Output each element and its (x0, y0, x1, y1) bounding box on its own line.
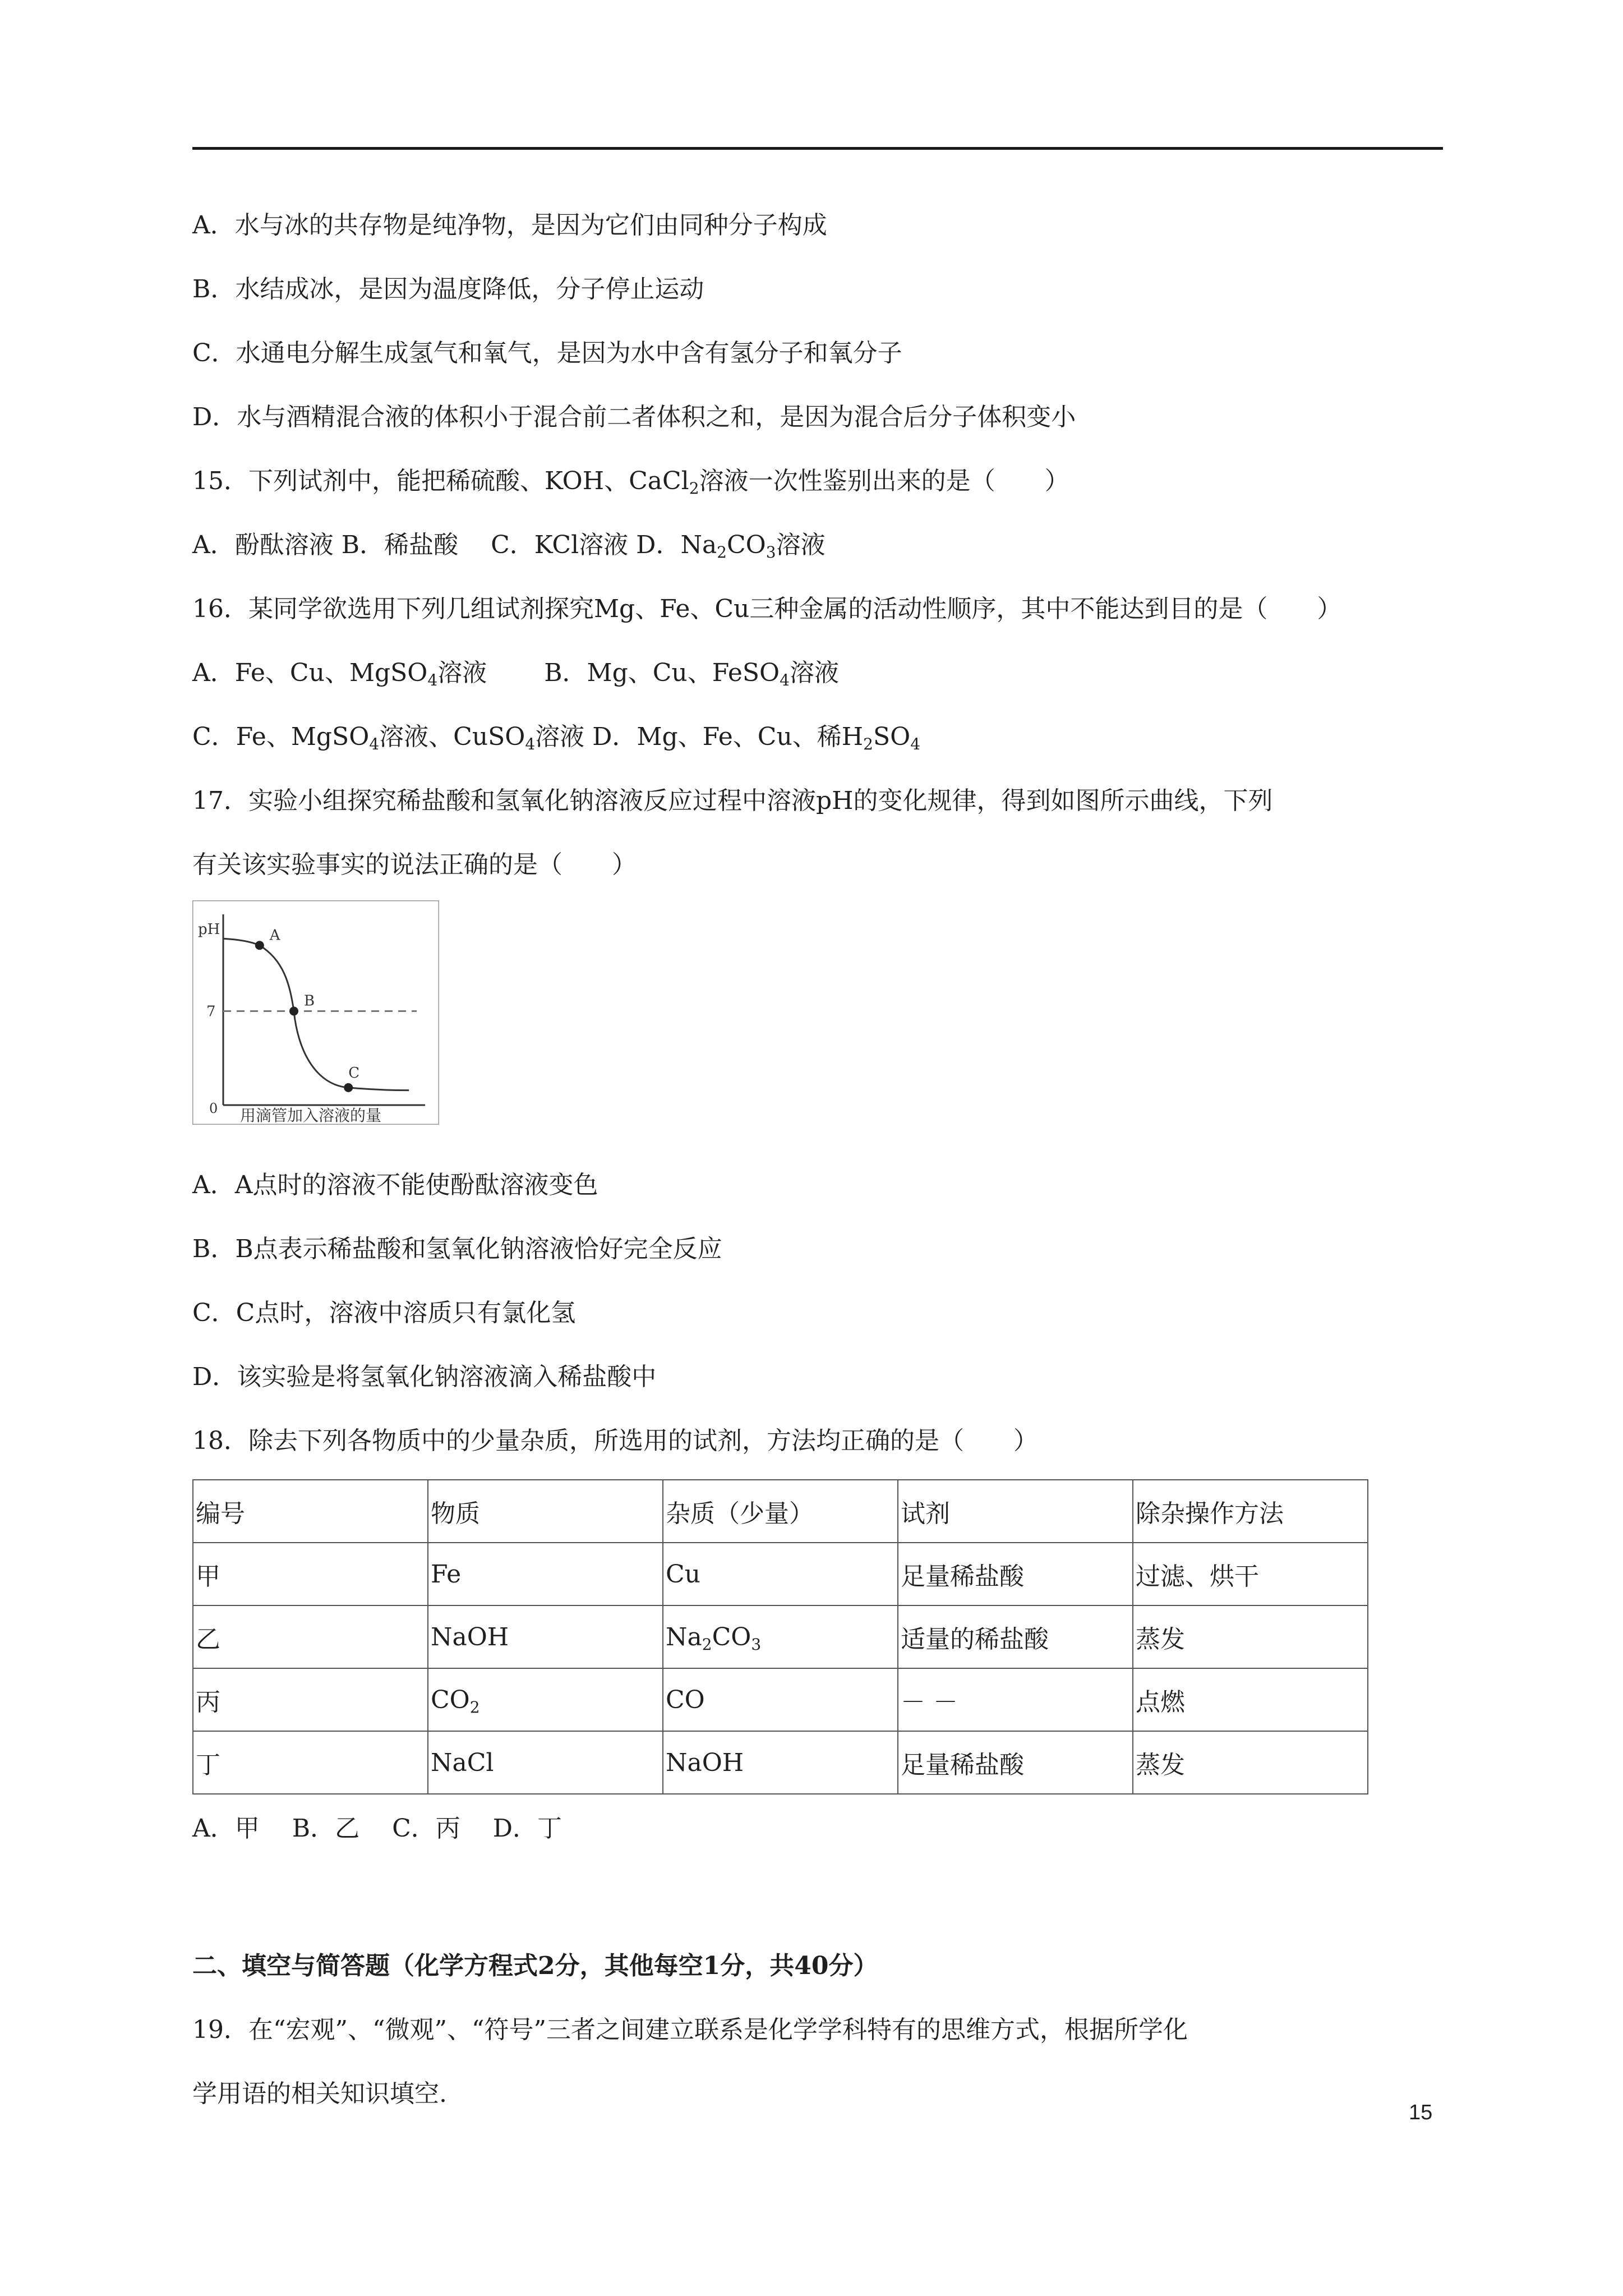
table-cell: 适量的稀盐酸 (898, 1605, 1133, 1668)
page-number: 15 (1409, 2101, 1433, 2124)
q17-option-d: D．该实验是将氢氧化钠溶液滴入稀盐酸中 (192, 1363, 657, 1391)
table-cell: 足量稀盐酸 (898, 1731, 1133, 1794)
table-header-row (193, 1480, 1368, 1543)
table-cell: $Na_2CO_3$ (663, 1605, 898, 1668)
q18-options: A．甲 B．乙 C．丙 D．丁 (192, 1814, 562, 1843)
table-cell: Fe (428, 1543, 663, 1605)
table-cell: NaOH (428, 1605, 663, 1668)
q17-stem-line2: 有关该实验事实的说法正确的是（ ） (192, 850, 637, 879)
section-2-heading: 二、填空与简答题（化学方程式2分，其他每空1分，共40分） (192, 1952, 878, 1980)
table-cell: － － (898, 1668, 1133, 1731)
point-label-c: C (348, 1064, 360, 1082)
table-row (193, 1543, 1368, 1605)
table-cell: 足量稀盐酸 (898, 1543, 1133, 1605)
ph-curve-chart (192, 900, 439, 1125)
q14-option-b: B．水结成冰，是因为温度降低，分子停止运动 (192, 275, 704, 303)
ph-curve (223, 938, 409, 1090)
q14-option-c: C．水通电分解生成氢气和氧气，是因为水中含有氢分子和氧分子 (192, 339, 902, 367)
table-cell: 蒸发 (1133, 1731, 1368, 1794)
table-header-cell: 物质 (428, 1480, 663, 1543)
data-point-b (289, 1007, 298, 1016)
table-cell: $CO_2$ (428, 1668, 663, 1731)
q17-option-a: A．A点时的溶液不能使酚酞溶液变色 (192, 1171, 598, 1199)
point-label-b: B (304, 992, 315, 1010)
table-header-cell: 试剂 (898, 1480, 1133, 1543)
q17-option-c: C．C点时，溶液中溶质只有氯化氢 (192, 1299, 576, 1327)
table-cell: NaOH (663, 1731, 898, 1794)
table-row (193, 1731, 1368, 1794)
table-row (193, 1605, 1368, 1668)
table-header-cell: 除杂操作方法 (1133, 1480, 1368, 1543)
table-cell: 甲 (193, 1543, 428, 1605)
table-cell: NaCl (428, 1731, 663, 1794)
header-rule (192, 147, 1443, 150)
table-row (193, 1668, 1368, 1731)
q15-stem: 15．下列试剂中，能把稀硫酸、KOH、CaCl$_2$溶液一次性鉴别出来的是（ ） (192, 467, 1069, 498)
point-label-a: A (269, 927, 280, 944)
q19-stem-line1: 19．在“宏观”、“微观”、“符号”三者之间建立联系是化学学科特有的思维方式，根据所学化 (192, 2016, 1188, 2044)
table-cell: 点燃 (1133, 1668, 1368, 1731)
q14-option-d: D．水与酒精混合液的体积小于混合前二者体积之和，是因为混合后分子体积变小 (192, 403, 1076, 431)
q17-stem-line1: 17．实验小组探究稀盐酸和氢氧化钠溶液反应过程中溶液pH的变化规律，得到如图所示曲线，下列 (192, 786, 1273, 815)
q16-stem: 16．某同学欲选用下列几组试剂探究Mg、Fe、Cu三种金属的活动性顺序，其中不能达到目的是（ ） (192, 595, 1342, 623)
q16-options-cd: C．Fe、MgSO$_4$溶液、CuSO$_4$溶液 D．Mg、Fe、Cu、稀$H_2SO_4$ (192, 723, 921, 753)
x-axis-label: 用滴管加入溶液的量 (240, 1106, 382, 1125)
table-cell: 丙 (193, 1668, 428, 1731)
q18-stem: 18．除去下列各物质中的少量杂质，所选用的试剂，方法均正确的是（ ） (192, 1427, 1038, 1455)
data-point-c (344, 1083, 353, 1092)
q19-stem-line2: 学用语的相关知识填空. (192, 2079, 447, 2108)
table-cell: CO (663, 1668, 898, 1731)
data-point-a (255, 941, 264, 950)
origin-label: 0 (209, 1101, 218, 1116)
y-axis-label: pH (198, 921, 220, 938)
y-tick-label: 7 (206, 1003, 216, 1020)
table-cell: 过滤、烘干 (1133, 1543, 1368, 1605)
table-cell: Cu (663, 1543, 898, 1605)
q16-options-ab: A．Fe、Cu、MgSO$_4$溶液 B．Mg、Cu、FeSO$_4$溶液 (192, 659, 839, 689)
table-cell: 蒸发 (1133, 1605, 1368, 1668)
table-cell: 丁 (193, 1731, 428, 1794)
table-header-cell: 杂质（少量） (663, 1480, 898, 1543)
q15-options: A．酚酞溶液 B．稀盐酸 C．KCl溶液 D．$Na_2CO_3$溶液 (192, 531, 826, 562)
q14-option-a: A．水与冰的共存物是纯净物，是因为它们由同种分子构成 (192, 211, 827, 240)
table-cell: 乙 (193, 1605, 428, 1668)
q17-option-b: B．B点表示稀盐酸和氢氧化钠溶液恰好完全反应 (192, 1235, 722, 1263)
q18-table (192, 1479, 1368, 1795)
table-header-cell: 编号 (193, 1480, 428, 1543)
